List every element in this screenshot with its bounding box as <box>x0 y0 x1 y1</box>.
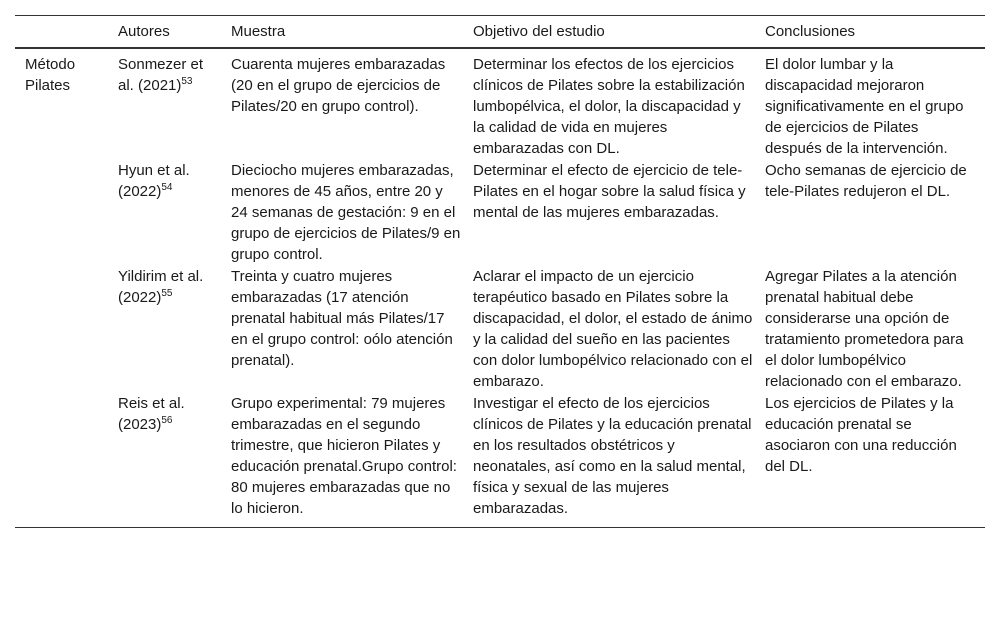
author-cell <box>118 160 231 266</box>
reference-number: 53 <box>181 76 193 87</box>
group-label: Método Pilates <box>25 56 76 94</box>
conclusion-cell: Los ejercicios de Pilates y la educación prenatal se asociaron con una reducción del DL. <box>765 395 957 475</box>
pilates-studies-table <box>15 15 985 528</box>
header-sample: Muestra <box>231 23 286 40</box>
header-category <box>15 16 118 49</box>
objective-cell: Determinar el efecto de ejercicio de tele-Pilates en el hogar sobre la salud física y mental de las mujeres embarazadas. <box>473 162 746 221</box>
author-name: Hyun et al. (2022) <box>118 162 190 200</box>
header-authors: Autores <box>118 23 170 40</box>
objective-cell: Investigar el efecto de los ejercicios clínicos de Pilates y la educación prenatal en los resultados obstétricos y neonatales, así como en la salud mental, física y sexual de las mujeres embarazadas. <box>473 395 752 517</box>
sample-cell: Dieciocho mujeres embarazadas, menores de 45 años, entre 20 y 24 semanas de gestación: 9 en el grupo de ejercicios de Pilates/9 en grupo control. <box>231 162 461 263</box>
reference-number: 55 <box>161 288 173 299</box>
author-cell <box>118 266 231 393</box>
reference-number: 54 <box>161 182 173 193</box>
group-label-cell <box>15 48 118 528</box>
conclusion-cell: Agregar Pilates a la atención prenatal habitual debe considerarse una opción de tratamiento prometedora para el dolor lumbopélvico relacionado con el embarazo. <box>765 268 964 390</box>
header-row <box>15 16 985 49</box>
table-row <box>15 160 985 266</box>
table-header <box>15 16 985 49</box>
sample-cell: Grupo experimental: 79 mujeres embarazadas en el segundo trimestre, que hicieron Pilates y educación prenatal.Grupo control: 80 mujeres embarazadas que no lo hicieron. <box>231 395 457 517</box>
table-body <box>15 48 985 528</box>
objective-cell: Aclarar el impacto de un ejercicio terapéutico basado en Pilates sobre la discapacidad, el dolor, el estado de ánimo y la calidad del sueño en las pacientes con dolor lumbopélvico relacionado con el embarazo. <box>473 268 753 390</box>
table-row <box>15 48 985 160</box>
reference-number: 56 <box>161 415 173 426</box>
author-cell <box>118 393 231 528</box>
header-conclusions: Conclusiones <box>765 23 856 40</box>
author-cell <box>118 48 231 160</box>
table-row <box>15 266 985 393</box>
conclusion-cell: El dolor lumbar y la discapacidad mejoraron significativamente en el grupo de ejercicios de Pilates después de la intervención. <box>765 56 964 157</box>
author-name: Sonmezer et al. (2021) <box>118 56 204 94</box>
header-objective: Objetivo del estudio <box>473 23 605 40</box>
author-name: Yildirim et al. (2022) <box>118 268 204 306</box>
sample-cell: Cuarenta mujeres embarazadas (20 en el grupo de ejercicios de Pilates/20 en grupo control). <box>231 56 446 115</box>
author-name: Reis et al. (2023) <box>118 395 185 433</box>
objective-cell: Determinar los efectos de los ejercicios clínicos de Pilates sobre la estabilización lumbopélvica, el dolor, la discapacidad y la calidad de vida en mujeres embarazadas con DL. <box>473 56 745 157</box>
conclusion-cell: Ocho semanas de ejercicio de tele-Pilates redujeron el DL. <box>765 162 967 200</box>
sample-cell: Treinta y cuatro mujeres embarazadas (17 atención prenatal habitual más Pilates/17 en el grupo control: oólo atención prenatal). <box>231 268 453 369</box>
table-row <box>15 393 985 528</box>
pilates-studies-table-container <box>15 15 985 528</box>
